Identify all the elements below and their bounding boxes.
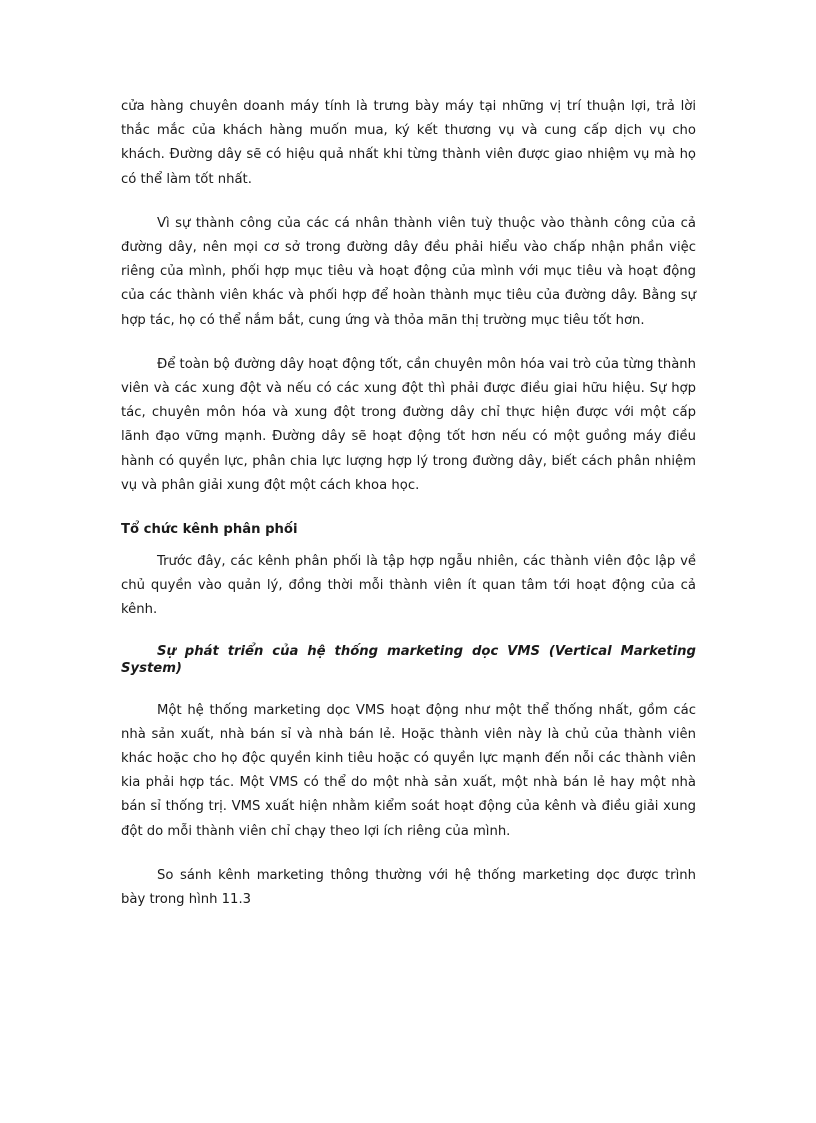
paragraph-intro-3: Để toàn bộ đường dây hoạt động tốt, cần chuyên môn hóa vai trò của từng thành viên và các xung đột và nếu có các xung đột thì phải được điều giai hữu hiệu. Sự hợp tác, chuyên môn hóa và xung đột trong đường dây chỉ thực hiện được với một cấp lãnh đạo vững mạnh. Đường dây sẽ hoạt động tốt hơn nếu có một guồng máy điều hành có quyền lực, phân chia lực lượng hợp lý trong đường dây, biết cách phân nhiệm vụ và phân giải xung đột một cách khoa học. <box>121 356 696 493</box>
paragraph-intro-1: cửa hàng chuyên doanh máy tính là trưng bày máy tại những vị trí thuận lợi, trả lời thắc mắc của khách hàng muốn mua, ký kết thương vụ và cung cấp dịch vụ cho khách. Đường dây sẽ có hiệu quả nhất khi từng thành viên được giao nhiệm vụ mà họ có thể làm tốt nhất. <box>121 99 696 187</box>
subsection-heading: Sự phát triển của hệ thống marketing dọc VMS (Vertical Marketing System) <box>121 643 696 676</box>
subsection-paragraph-1: Một hệ thống marketing dọc VMS hoạt động như một thể thống nhất, gồm các nhà sản xuất, nhà bán sỉ và nhà bán lẻ. Hoặc thành viên này là chủ của thành viên khác hoặc cho họ độc quyền kinh tiêu hoặc có quyền lực mạnh đến nỗi các thành viên kia phải hợp tác. Một VMS có thể do một nhà sản xuất, một nhà bán lẻ hay một nhà bán sỉ thống trị. VMS xuất hiện nhằm kiểm soát hoạt động của kênh và điều giải xung đột do mỗi thành viên chỉ chạy theo lợi ích riêng của mình. <box>121 702 696 839</box>
section-paragraph: Trước đây, các kênh phân phối là tập hợp ngẫu nhiên, các thành viên độc lập về chủ quyền vào quản lý, đồng thời mỗi thành viên ít quan tâm tới hoạt động của cả kênh. <box>121 554 696 618</box>
paragraph-intro-2: Vì sự thành công của các cá nhân thành viên tuỳ thuộc vào thành công của cả đường dây, nên mọi cơ sở trong đường dây đều phải hiểu vào chấp nhận phần việc riêng của mình, phối hợp mục tiêu và hoạt động của mình với mục tiêu và hoạt động của các thành viên khác và phối hợp để hoàn thành mục tiêu của đường dây. Bằng sự hợp tác, họ có thể nắm bắt, cung ứng và thỏa mãn thị trường mục tiêu tốt hơn. <box>121 215 696 328</box>
document-page <box>121 95 696 932</box>
section-heading: Tổ chức kênh phân phối <box>121 522 298 538</box>
subsection-paragraph-2: So sánh kênh marketing thông thường với hệ thống marketing dọc được trình bày trong hình 11.3 <box>121 867 696 908</box>
